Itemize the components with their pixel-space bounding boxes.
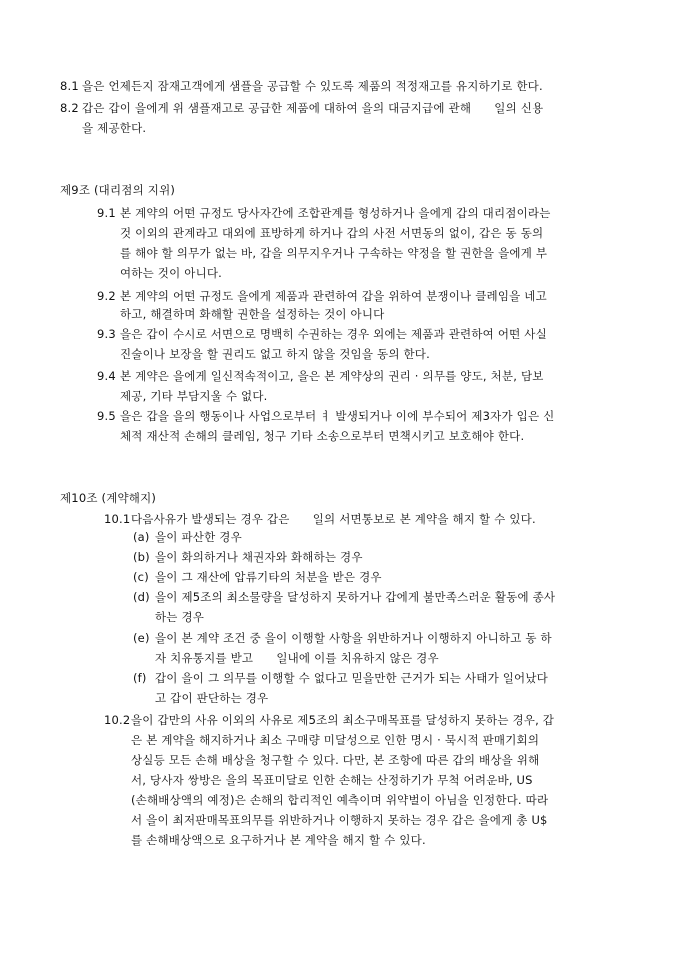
clause-8-2-text-line: 갑은 갑이 을에게 위 샘플재고로 공급한 제품에 대하여 을의 대금지급에 관해 일의 신용 bbox=[82, 101, 544, 115]
clause-8-2-text-line: 을 제공한다. bbox=[82, 121, 147, 135]
clause-10-2-text-line: 서, 당사자 쌍방은 을의 목표미달로 인한 손해는 산정하기가 무척 어려운바, US bbox=[131, 773, 533, 787]
subitem-c-text: 을이 그 재산에 압류기타의 처분을 받은 경우 bbox=[155, 570, 382, 584]
subitem-e-text-line: 을이 본 계약 조건 중 을이 이행할 사항을 위반하거나 이행하지 아니하고 동 하 bbox=[155, 631, 552, 645]
clause-9-1-text-line: 여하는 것이 아니다. bbox=[120, 266, 223, 280]
clause-10-2-text-line: 상실등 모든 손해 배상을 청구할 수 있다. 다만, 본 조항에 따른 갑의 배상을 위해 bbox=[131, 753, 540, 767]
clause-10-1-number: 10.1 bbox=[104, 512, 131, 526]
clause-10-2-text-line: 을이 갑만의 사유 이외의 사유로 제5조의 최소구매목표를 달성하지 못하는 경우, 갑 bbox=[131, 713, 555, 727]
subitem-d-label: (d) bbox=[133, 590, 150, 604]
subitem-d-text-line: 하는 경우 bbox=[155, 610, 205, 624]
clause-10-2-text-line: 서 을이 최저판매목표의무를 위반하거나 이행하지 못하는 경우 갑은 을에게 총 U$ bbox=[131, 813, 548, 827]
clause-9-3-text-line: 을은 갑이 수시로 서면으로 명백히 수권하는 경우 외에는 제품과 관련하여 어떤 사실 bbox=[120, 327, 547, 341]
clause-9-1-number: 9.1 bbox=[97, 206, 116, 220]
clause-9-4-text-line: 제공, 기타 부담지울 수 없다. bbox=[120, 389, 268, 403]
subitem-b-label: (b) bbox=[133, 550, 150, 564]
clause-8-1-text: 을은 언제든지 잠재고객에게 샘플을 공급할 수 있도록 제품의 적정재고를 유지하기로 한다. bbox=[82, 79, 543, 93]
clause-10-2-text-line: 를 손해배상액으로 요구하거나 본 계약을 해지 할 수 있다. bbox=[131, 833, 426, 847]
clause-9-4-number: 9.4 bbox=[97, 369, 116, 383]
clause-9-5-number: 9.5 bbox=[97, 409, 116, 423]
clause-8-2-number: 8.2 bbox=[60, 101, 79, 115]
clause-9-5-text-line: 을은 갑을 을의 행동이나 사업으로부터 ㅕ 발생되거나 이에 부수되어 제3자가 입은 신 bbox=[120, 409, 555, 423]
subitem-f-text-line: 고 갑이 판단하는 경우 bbox=[155, 691, 269, 705]
subitem-a-label: (a) bbox=[133, 530, 150, 544]
clause-10-2-text-line: 은 본 계약을 해지하거나 최소 구매량 미달성으로 인한 명시 · 묵시적 판매기회의 bbox=[131, 733, 540, 747]
clause-10-2-text-line: (손해배상액의 예정)은 손해의 합리적인 예측이며 위약벌이 아님을 인정한다. 따라 bbox=[131, 793, 549, 807]
clause-9-1-text-line: 를 해야 할 의무가 없는 바, 갑을 의무지우거나 구속하는 약정을 할 권한을 을에게 부 bbox=[120, 246, 548, 260]
clause-9-1-text-line: 것 이외의 관계라고 대외에 표방하게 하거나 갑의 사전 서면동의 없이, 갑은 동 동의 bbox=[120, 226, 544, 240]
clause-9-3-text-line: 진술이나 보장을 할 권리도 없고 하지 않을 것임을 동의 한다. bbox=[120, 347, 430, 361]
clause-8-1-number: 8.1 bbox=[60, 79, 79, 93]
clause-9-5-text-line: 체적 재산적 손해의 클레임, 청구 기타 소송으로부터 면책시키고 보호해야 한다. bbox=[120, 429, 525, 443]
clause-10-title: 제10조 (계약해지) bbox=[60, 491, 157, 505]
clause-9-4-text-line: 본 계약은 을에게 일신적속적이고, 을은 본 계약상의 권리 · 의무를 양도, 처분, 담보 bbox=[120, 369, 544, 383]
subitem-c-label: (c) bbox=[133, 570, 149, 584]
subitem-f-text-line: 갑이 을이 그 의무를 이행할 수 없다고 믿을만한 근거가 되는 사태가 일어났다 bbox=[155, 671, 548, 685]
subitem-f-label: (f) bbox=[133, 671, 147, 685]
clause-10-2-number: 10.2 bbox=[104, 713, 131, 727]
clause-9-2-number: 9.2 bbox=[97, 289, 116, 303]
subitem-b-text: 을이 화의하거나 채권자와 화해하는 경우 bbox=[155, 550, 363, 564]
clause-9-title: 제9조 (대리점의 지위) bbox=[60, 183, 176, 197]
clause-9-2-text-line: 본 계약의 어떤 규정도 을에게 제품과 관련하여 갑을 위하여 분쟁이나 클레임을 네고 bbox=[120, 289, 547, 303]
clause-10-1-text: 다음사유가 발생되는 경우 갑은 일의 서면통보로 본 계약을 해지 할 수 있다. bbox=[131, 512, 536, 526]
clause-9-1-text-line: 본 계약의 어떤 규정도 당사자간에 조합관계를 형성하거나 을에게 갑의 대리점이라는 bbox=[120, 206, 551, 220]
subitem-e-text-line: 자 치유통지를 받고 일내에 이를 치유하지 않은 경우 bbox=[155, 651, 439, 665]
clause-9-3-number: 9.3 bbox=[97, 327, 116, 341]
clause-9-2-text-line: 하고, 해결하며 화해할 권한을 설정하는 것이 아니다 bbox=[120, 307, 385, 321]
subitem-a-text: 을이 파산한 경우 bbox=[155, 530, 242, 544]
subitem-d-text-line: 을이 제5조의 최소물량을 달성하지 못하거나 갑에게 불만족스러운 활동에 종사 bbox=[155, 590, 556, 604]
subitem-e-label: (e) bbox=[133, 631, 150, 645]
